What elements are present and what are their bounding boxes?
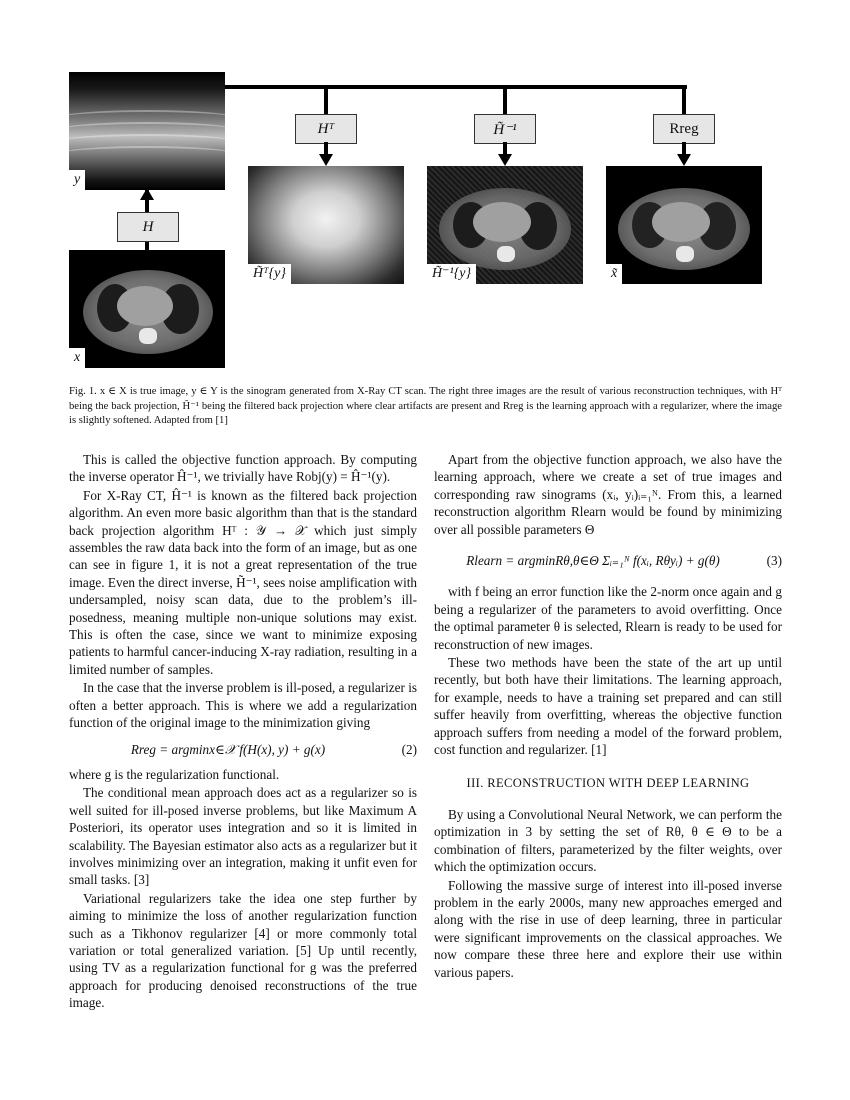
op-box-hinv: H̃⁻¹ <box>474 114 536 144</box>
paragraph: By using a Convolutional Neural Network, we can perform the optimization in 3 by setting the set of Rθ, θ ∈ Θ to be a combination of filters, parameterized by the filter weights, over which the optimization occurs. <box>434 806 782 875</box>
figure-caption: Fig. 1. x ∈ X is true image, y ∈ Y is the sinogram generated from X-Ray CT scan. The right three images are the result of various reconstruction techniques, with Hᵀ being the back projection, H̃⁻¹ being the filtered back projection where clear artifacts are present and Rreg is the learning approach with a regularizer, where the image is slightly softened. Adapted from [1] <box>69 386 782 426</box>
arrow-hinv-icon <box>498 154 512 166</box>
equation-3-number: (3) <box>766 553 782 569</box>
label-hinv-y: H̃⁻¹{y} <box>427 264 476 284</box>
arrow-ht-icon <box>319 154 333 166</box>
paragraph: These two methods have been the state of the art up until recently, but both have their limitations. The learning approach, for example, needs to have a training set prepared and can still suffer heavily from overfitting, whereas the objective function approach suffers from needing a model of the forward problem, cost function and regularizer. [1] <box>434 655 782 758</box>
connector-hinv <box>503 85 507 115</box>
arrow-rreg-icon <box>677 154 691 166</box>
paragraph: This is called the objective function approach. By computing the inverse operator Ĥ⁻¹, we trivially have Robj(y) = Ĥ⁻¹(y). <box>69 452 417 485</box>
filtered-back-projection-image <box>427 166 583 284</box>
sinogram-image <box>69 72 225 190</box>
learned-reconstruction-image <box>606 166 762 284</box>
op-box-rreg: Rreg <box>653 114 715 144</box>
equation-3 <box>434 552 782 569</box>
connector-top <box>225 85 687 89</box>
equation-3-body: Rlearn = argminRθ,θ∈Θ Σᵢ₌₁ᴺ f(xᵢ, Rθyᵢ) + g(θ) <box>466 553 720 569</box>
paragraph: Following the massive surge of interest into ill-posed inverse problem in the early 2000s, many new approaches emerged and along with the rise in use of deep learning, three in particular were significant improvements on the classical approaches. We now compare these three here and explore their use within various papers. <box>434 877 782 980</box>
label-xhat: x̃ <box>606 264 622 284</box>
op-box-ht: Hᵀ <box>295 114 357 144</box>
back-projection-image <box>248 166 404 284</box>
true-image-x <box>69 250 225 368</box>
label-y: y <box>69 170 85 190</box>
paragraph: The conditional mean approach does act as a regularizer so is well suited for ill-posed inverse problems, but like Maximum A Posteriori, its operator uses integration and so it is limited in scalability. The Bayesian estimator also acts as a regularizer but it involves minimizing over an integration, making it unfit even for small tasks. [3] <box>69 785 417 888</box>
label-ht-y: H̃ᵀ{y} <box>248 264 291 284</box>
paragraph: Apart from the objective function approach, we also have the learning approach, where we create a set of true images and corresponding raw sinograms (xᵢ, yᵢ)ᵢ₌₁ᴺ. From this, a learned reconstruction algorithm Rlearn would be found by minimizing over all possible parameters Θ <box>434 452 782 537</box>
paragraph: where g is the regularization functional. <box>69 766 280 782</box>
paragraph: with f being an error function like the 2-norm once again and g being a regularizer of the parameters to avoid overfitting. Once the optimal parameter θ is selected, Rlearn is ready to be used for reconstruction of new images. <box>434 584 782 652</box>
paragraph: For X-Ray CT, Ĥ⁻¹ is known as the filtered back projection algorithm. An even more basic algorithm than that is the standard back projection algorithm Hᵀ : 𝒴 → 𝒳 which just simply assembles the raw data back into the form of an image, but as one can see in figure 1, it is not a great representation of the true image. Even the direct inverse, H̃⁻¹, sees noise amplification with undersampled, noisy scan data, due to the problem’s ill-posedness, meaning multiple non-unique solutions may exist. This is often the case, since we want to minimize exposing patients to harmful cancer-inducing X-ray radiation, resulting in a limited number of samples. <box>69 487 417 677</box>
equation-2-number: (2) <box>401 741 417 757</box>
section-heading: III. RECONSTRUCTION WITH DEEP LEARNING <box>466 775 750 790</box>
right-column <box>434 451 782 982</box>
left-column <box>69 451 417 1013</box>
op-box-h: H <box>117 212 179 242</box>
arrow-h-icon <box>140 188 154 200</box>
equation-2-body: Rreg = argminx∈𝒳 f(H(x), y) + g(x) <box>130 741 326 757</box>
connector-rreg <box>682 85 686 115</box>
figure-1 <box>0 0 850 380</box>
paragraph: In the case that the inverse problem is ill-posed, a regularizer is often a better approach. This is where we add a regularization function of the original image to the minimization giving <box>69 680 417 731</box>
equation-2 <box>69 741 417 758</box>
label-x: x <box>69 348 85 368</box>
paragraph: Variational regularizers take the idea one step further by aiming to minimize the loss of another regularization function such as a Tikhonov regularizer [4] or more commonly total variation or total generalized variation. [5] Up until recently, using TV as a regularization functional for g was the preferred approach for producing denoised reconstructions of the true image. <box>69 890 417 1011</box>
connector-ht <box>324 85 328 115</box>
